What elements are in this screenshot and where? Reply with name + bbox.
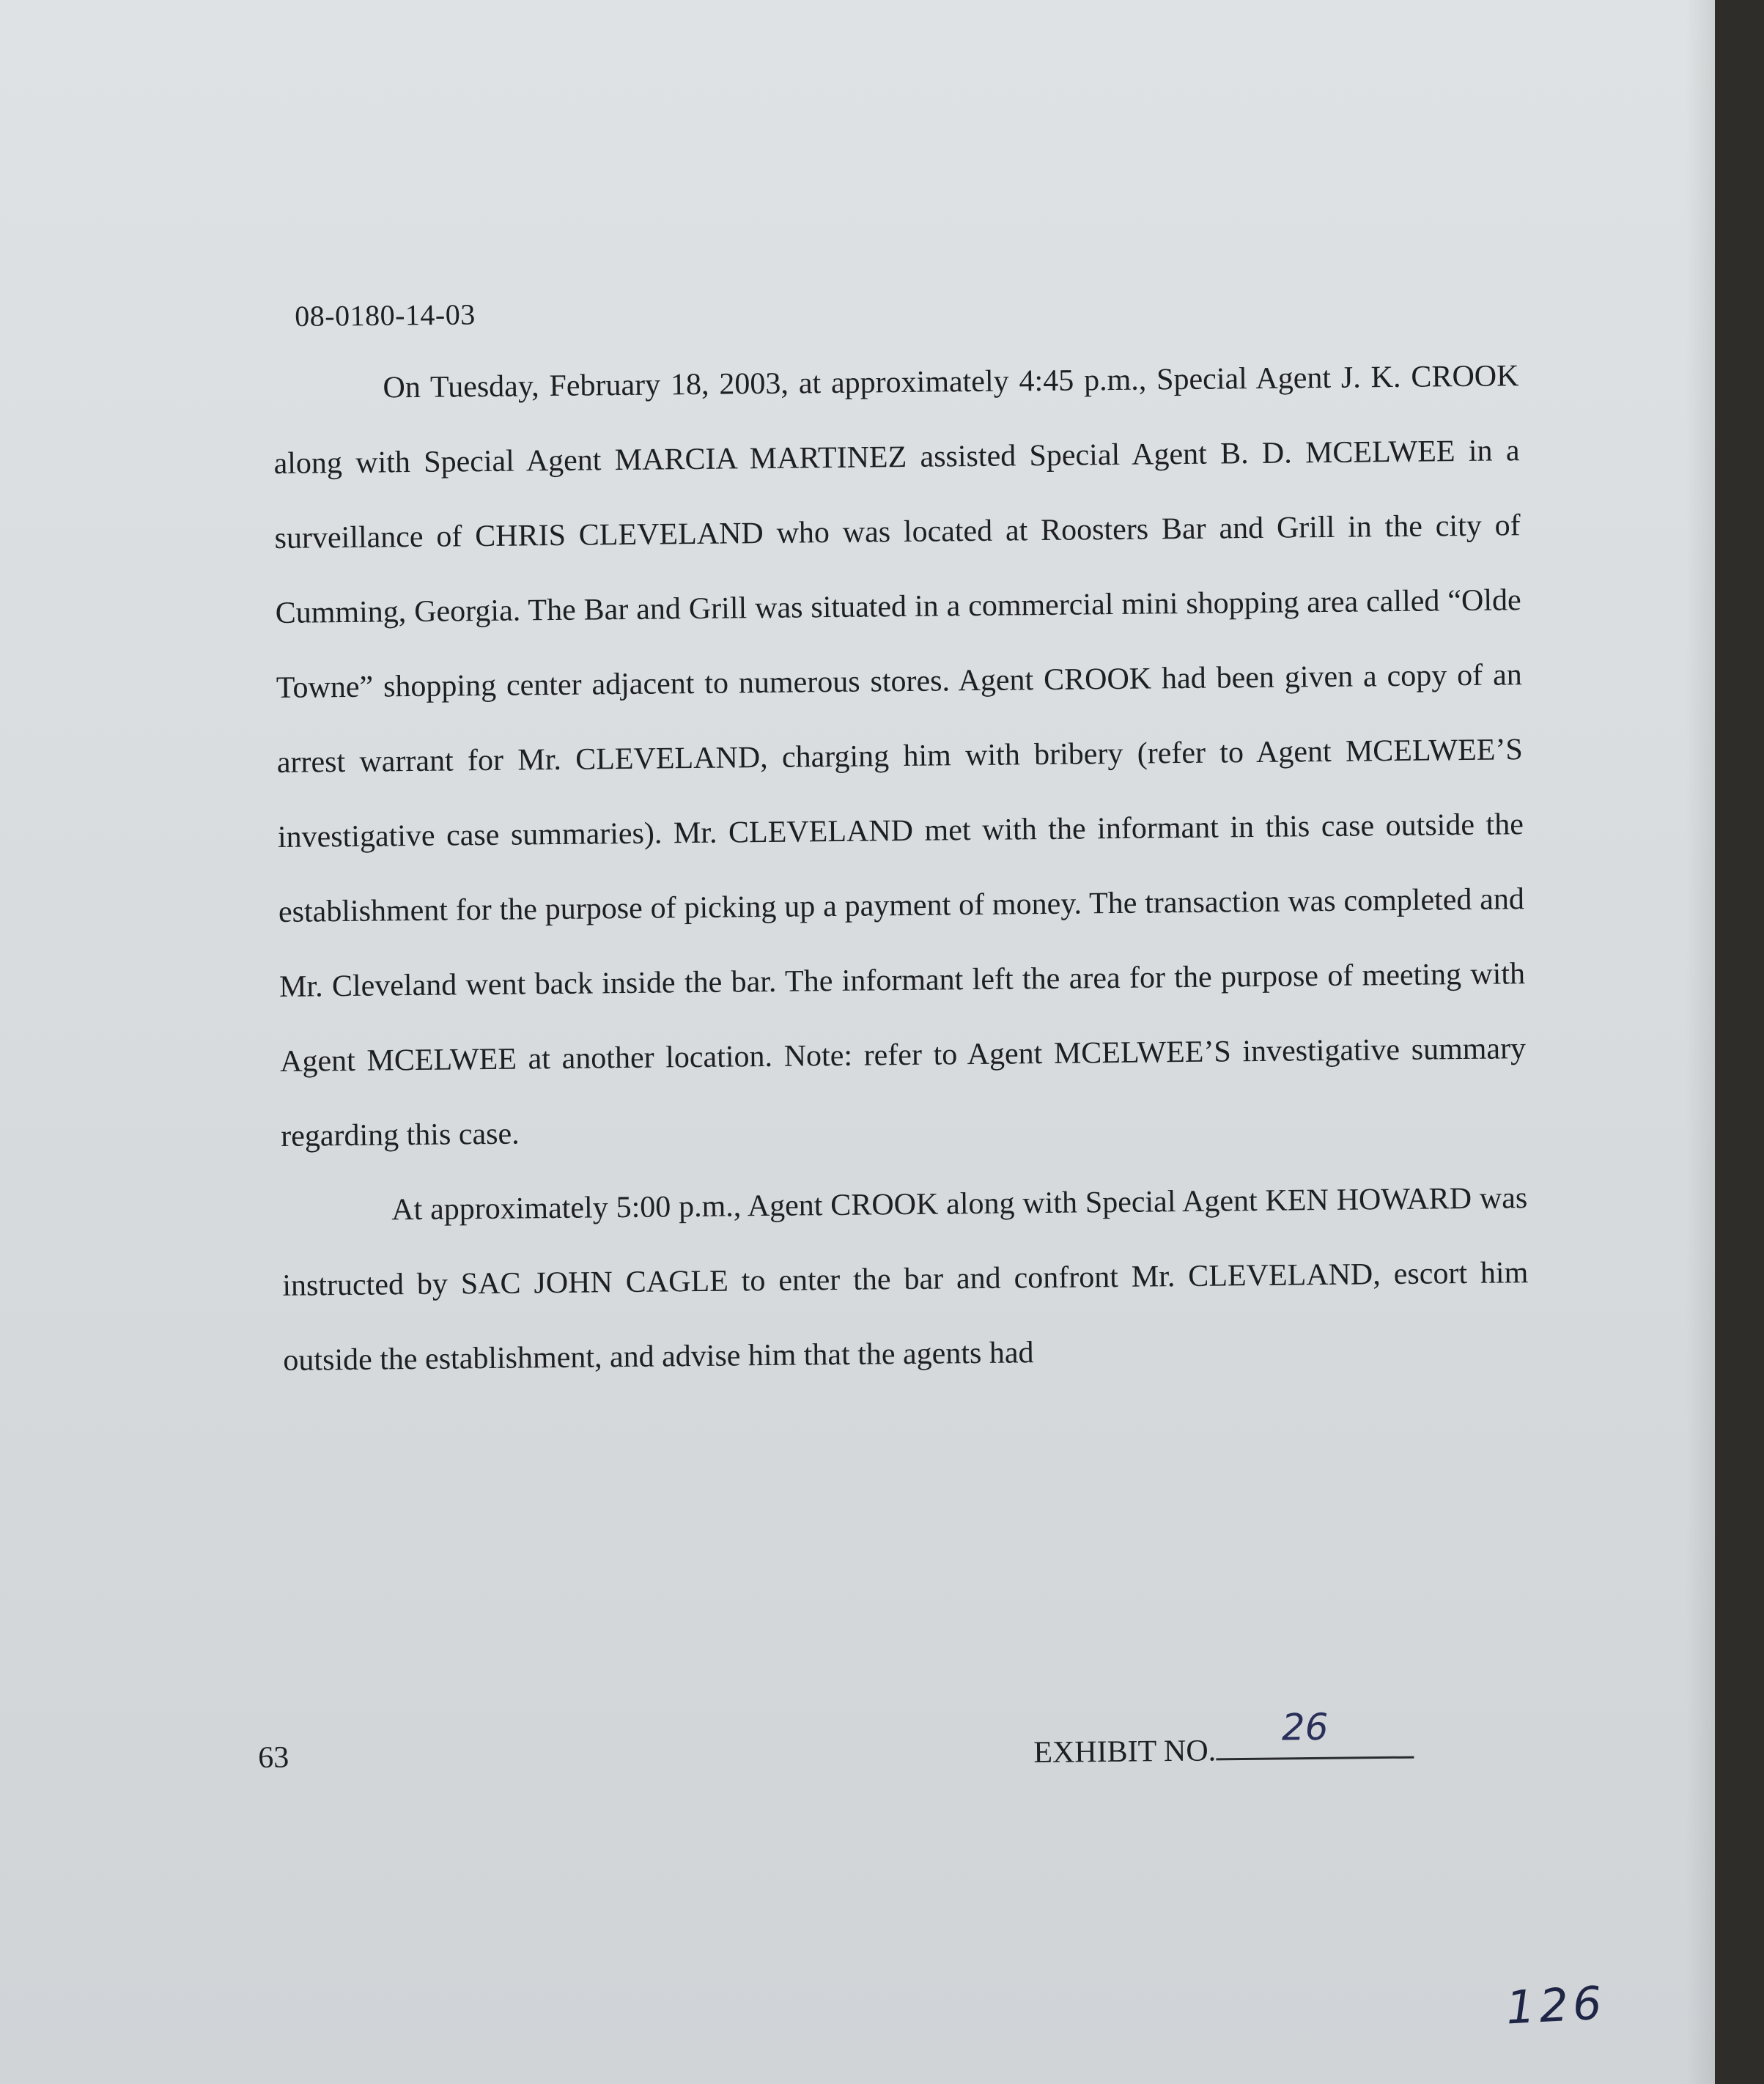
- page-number: 63: [258, 1740, 289, 1775]
- exhibit-field: [1033, 1705, 1414, 1770]
- paragraph-1: On Tuesday, February 18, 2003, at approximately 4:45 p.m., Special Agent J. K. CROOK along with Special Agent MARCIA MARTINEZ assisted Special Agent B. D. MCELWEE in a surveillance of CHRIS CLEVELAND who was located at Roosters Bar and Grill in the city of Cumming, Georgia. The Bar and Grill was situated in a commercial mini shopping area called “Olde Towne” shopping center adjacent to numerous stores. Agent CROOK had been given a copy of an arrest warrant for Mr. CLEVELAND, charging him with bribery (refer to Agent MCELWEE’S investigative case summaries). Mr. CLEVELAND met with the informant in this case outside the establishment for the purpose of picking up a payment of money. The transaction was completed and Mr. Cleveland went back inside the bar. The informant left the area for the purpose of meeting with Agent MCELWEE at another location. Note: refer to Agent MCELWEE’S investigative summary regarding this case.: [273, 359, 1527, 1153]
- handwritten-page-number: 126: [1505, 1976, 1608, 2035]
- exhibit-label: EXHIBIT NO.: [1033, 1734, 1217, 1770]
- case-number: 08-0180-14-03: [295, 298, 476, 333]
- body-text: [273, 339, 1529, 1398]
- page-edge-shadow: [1686, 0, 1715, 2084]
- exhibit-underline: [1216, 1705, 1414, 1761]
- exhibit-number-handwritten: 26: [1281, 1705, 1329, 1749]
- paragraph-2: At approximately 5:00 p.m., Agent CROOK along with Special Agent KEN HOWARD was instructed by SAC JOHN CAGLE to enter the bar and confront Mr. CLEVELAND, escort him outside the establishment, and advise him that the agents had: [282, 1181, 1529, 1378]
